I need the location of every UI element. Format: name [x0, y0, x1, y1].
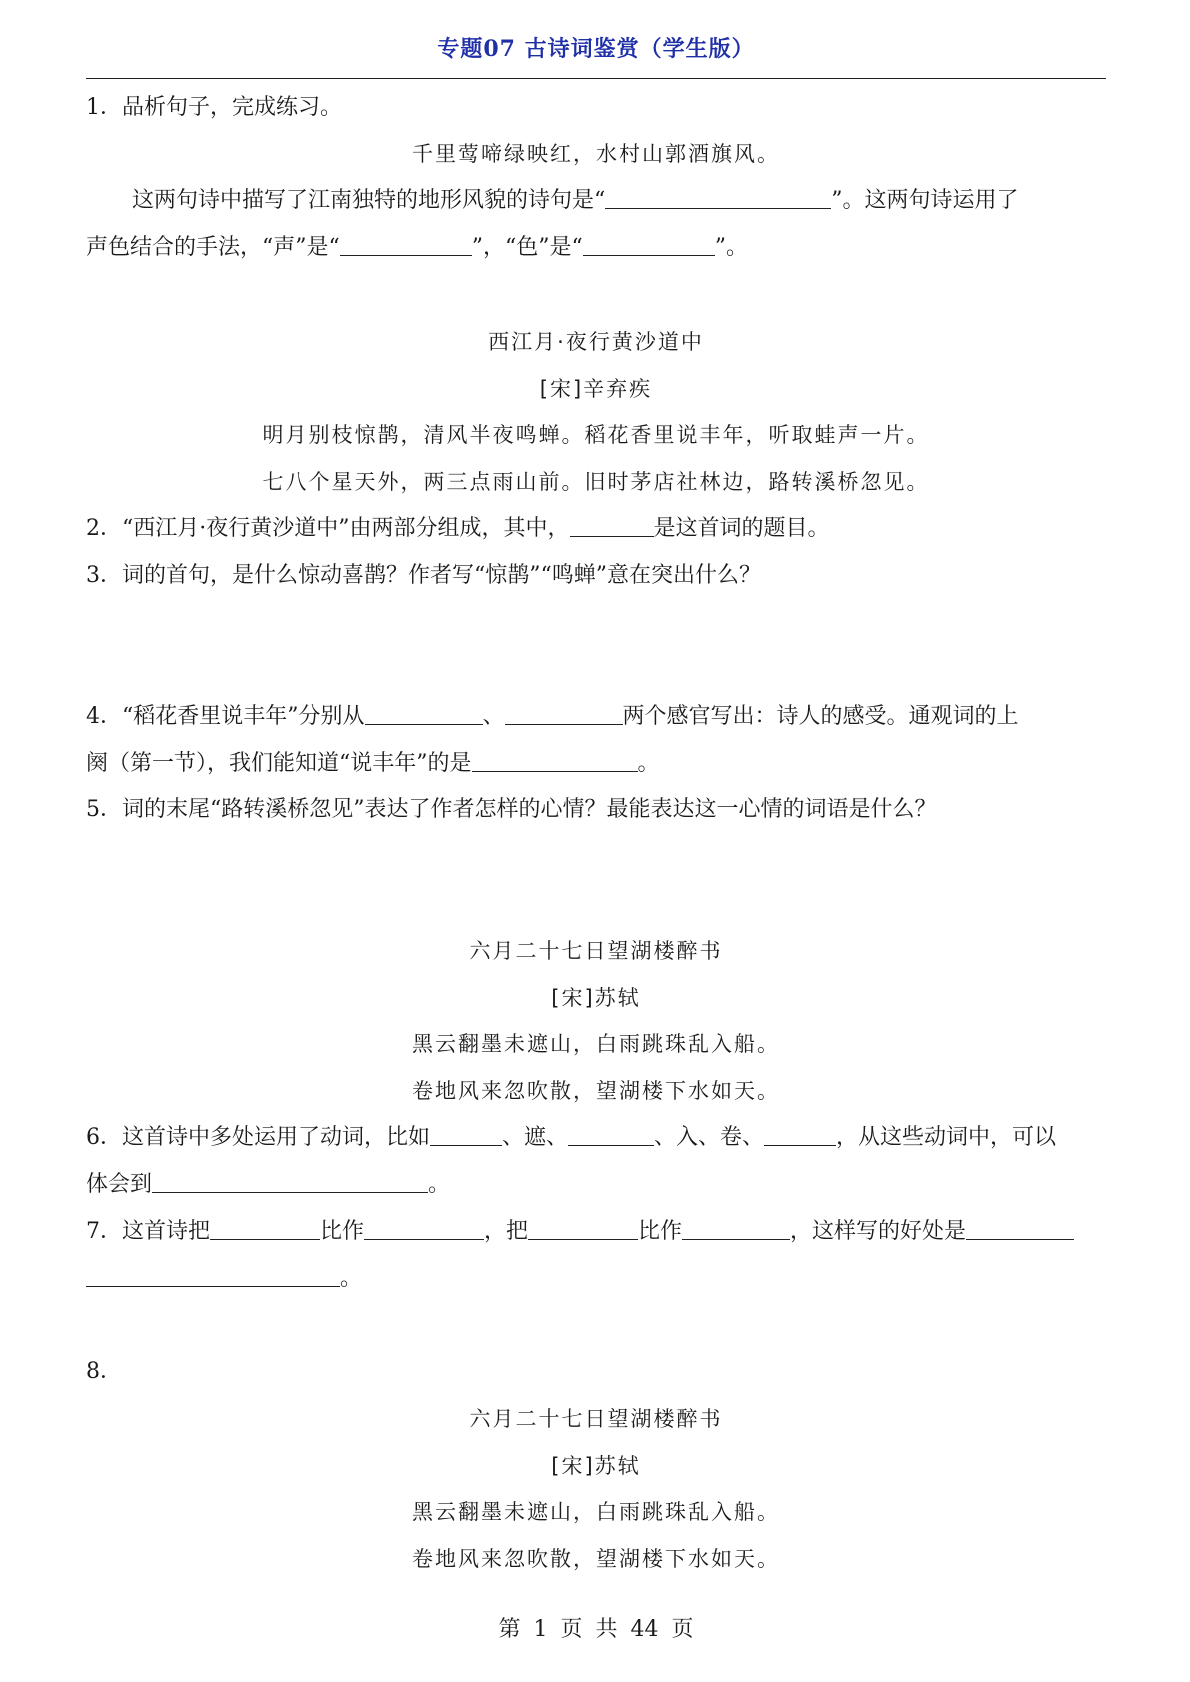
q4-blank-1[interactable]: [365, 702, 483, 725]
q6-line1: [86, 1123, 1106, 1153]
poem1-line1: 明月别枝惊鹊，清风半夜鸣蝉。稻花香里说丰年，听取蛙声一片。: [262, 423, 930, 447]
document-page: [86, 0, 1106, 1682]
q8-poem-title: 六月二十七日望湖楼醉书: [469, 1407, 723, 1431]
poem2-title: 六月二十七日望湖楼醉书: [469, 939, 723, 963]
q8-poem-line2: 卷地风来忽吹散，望湖楼下水如天。: [412, 1547, 780, 1571]
footer-page-suffix: 页: [671, 1617, 694, 1642]
page-header-title: 专题07 古诗词鉴赏（学生版）: [437, 36, 755, 62]
q7-c: ，把: [484, 1219, 529, 1244]
q8-poem-author: [宋]苏轼: [551, 1454, 641, 1478]
q4-line2: [86, 749, 1106, 779]
q7-b: 比作: [320, 1219, 365, 1244]
poem2-author: [宋]苏轼: [551, 986, 641, 1010]
q1-blank-3[interactable]: [583, 233, 715, 256]
page-footer: [86, 1612, 1106, 1643]
q1-blank-1[interactable]: [605, 186, 831, 209]
q1-verse: 千里莺啼绿映红，水村山郭酒旗风。: [412, 142, 780, 166]
q6-d: ，从这些动词中，可以: [836, 1125, 1057, 1150]
q8-poem-line1: 黑云翻墨未遮山，白雨跳珠乱入船。: [412, 1500, 780, 1524]
q5: 5．词的末尾“路转溪桥忽见”表达了作者怎样的心情？最能表达这一心情的词语是什么？: [86, 797, 937, 822]
q6-blank-2[interactable]: [568, 1123, 654, 1146]
footer-prefix: 第: [498, 1617, 521, 1642]
q6-c: 、入、卷、: [654, 1125, 765, 1150]
q7-blank-4[interactable]: [682, 1217, 790, 1240]
poem1-line2: 七八个星天外，两三点雨山前。旧时茅店社林边，路转溪桥忽见。: [262, 470, 930, 494]
footer-page-word: 页: [560, 1617, 583, 1642]
footer-total-pages: 44: [630, 1617, 659, 1642]
header-divider: [86, 78, 1106, 79]
q7-blank-3[interactable]: [528, 1217, 638, 1240]
q7-f: 。: [340, 1266, 363, 1291]
q6-b: 、遮、: [502, 1125, 569, 1150]
q7-line1: [86, 1217, 1106, 1247]
q7-blank-5[interactable]: [966, 1217, 1074, 1240]
q6-line2: [86, 1170, 1106, 1200]
q1-line1-a: 这两句诗中描写了江南独特的地形风貌的诗句是“: [132, 188, 606, 213]
q4-b: 、: [482, 704, 505, 729]
poem2-line2: 卷地风来忽吹散，望湖楼下水如天。: [412, 1079, 780, 1103]
q4-c: 两个感官写出：诗人的感受。通观词的上: [622, 704, 1019, 729]
q8-label: 8．: [86, 1359, 122, 1384]
poem1-author: [宋]辛弃疾: [539, 377, 653, 401]
q1-line2-c: ”。: [714, 235, 748, 260]
q6-blank-4[interactable]: [152, 1170, 428, 1193]
q7-d: 比作: [638, 1219, 683, 1244]
q1-stem: 1．品析句子，完成练习。: [86, 95, 342, 120]
q7-a: 7．这首诗把: [86, 1219, 210, 1244]
poem1-title: 西江月·夜行黄沙道中: [488, 330, 704, 354]
q1-line2: [86, 233, 1106, 263]
q7-e: ，这样写的好处是: [790, 1219, 967, 1244]
footer-page-number: 1: [533, 1617, 548, 1642]
q2-blank[interactable]: [570, 514, 654, 537]
q7-blank-6[interactable]: [86, 1264, 340, 1287]
q7-blank-1[interactable]: [210, 1217, 320, 1240]
q4-blank-3[interactable]: [472, 749, 638, 772]
q4-e: 。: [637, 751, 660, 776]
q7-line2: [86, 1264, 1106, 1294]
q7-blank-2[interactable]: [364, 1217, 484, 1240]
poem2-line1: 黑云翻墨未遮山，白雨跳珠乱入船。: [412, 1032, 780, 1056]
q4-a: 4．“稻花香里说丰年”分别从: [86, 704, 365, 729]
q4-blank-2[interactable]: [505, 702, 623, 725]
q6-f: 。: [428, 1172, 451, 1197]
q2: [86, 514, 1106, 544]
q1-line1: [86, 186, 1106, 216]
footer-total-word: 共: [595, 1617, 618, 1642]
q2-b: 是这首词的题目。: [653, 516, 830, 541]
q1-line2-b: ”，“色”是“: [471, 235, 583, 260]
q3: 3．词的首句，是什么惊动喜鹊？作者写“惊鹊”“鸣蝉”意在突出什么？: [86, 563, 761, 588]
q6-blank-3[interactable]: [764, 1123, 836, 1146]
q1-line1-b: ”。这两句诗运用了: [831, 188, 1019, 213]
q6-a: 6．这首诗中多处运用了动词，比如: [86, 1125, 430, 1150]
q1-line2-a: 声色结合的手法，“声”是“: [86, 235, 340, 260]
q6-e: 体会到: [86, 1172, 153, 1197]
q2-a: 2．“西江月·夜行黄沙道中”由两部分组成，其中，: [86, 516, 570, 541]
q4-line1: [86, 702, 1106, 732]
q1-blank-2[interactable]: [340, 233, 472, 256]
q6-blank-1[interactable]: [430, 1123, 502, 1146]
q4-d: 阕（第一节），我们能知道“说丰年”的是: [86, 751, 472, 776]
